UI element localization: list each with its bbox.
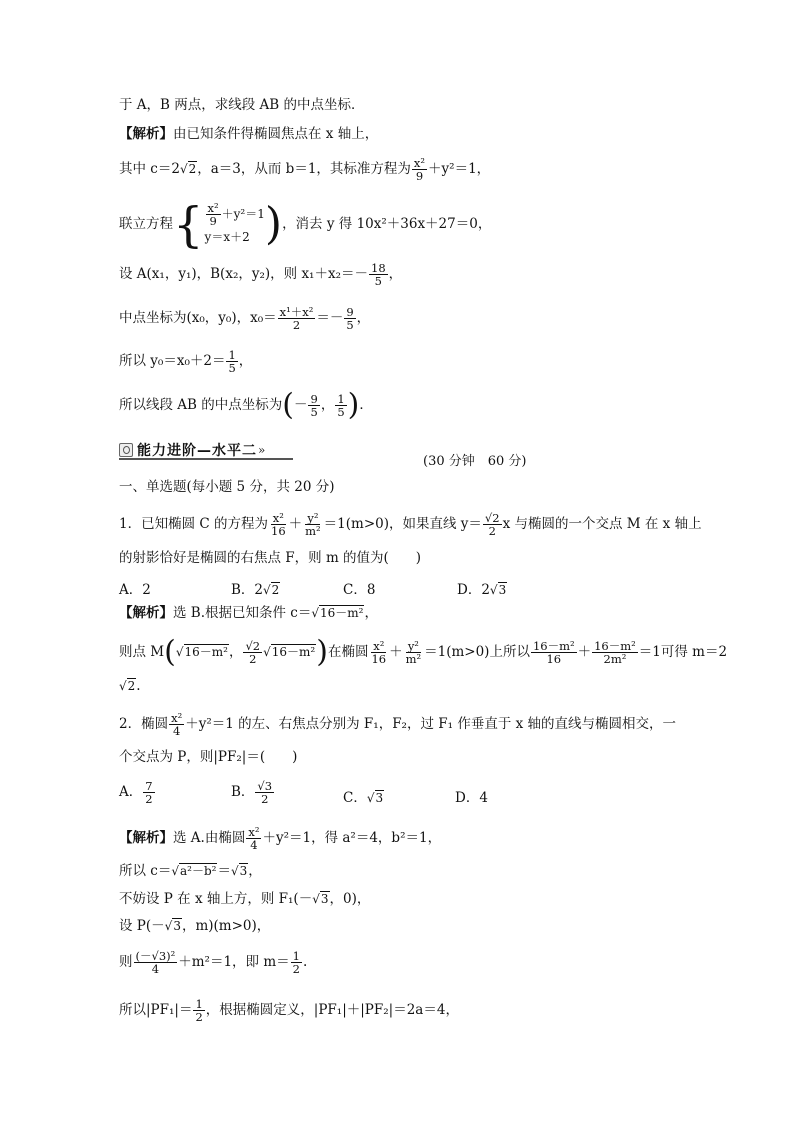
text-line: 【解析】由已知条件得椭圆焦点在 x 轴上， <box>119 126 379 142</box>
option-c[interactable]: C．√3 <box>343 790 384 806</box>
text-line: 联立方程{ $\frac{\text{x²}}{9}$ ＋y²＝1 y＝x＋2 )，消去 y 得 10x²＋36x＋27＝0， <box>119 196 492 253</box>
text-line: 中点坐标为(x₀，y₀)，x₀＝ $\frac{\text{x¹＋x²}}{2}$ ＝－ $\frac{9}{5}$ ， <box>119 305 371 332</box>
solution-1: 【解析】选 B.根据已知条件 c＝√16－m²， <box>119 605 378 621</box>
option-b[interactable]: B． $\frac{√3}{2}$ <box>231 779 273 806</box>
question-2: 2．椭圆 $\frac{\text{x²}}{4}$ ＋y²＝1 的左、右焦点分别为 F₁，F₂，过 F₁ 作垂直于 x 轴的直线与椭圆相交，一 <box>119 711 677 738</box>
bulb-icon <box>119 443 133 457</box>
text-line: 所以 y₀＝x₀＋2＝ $\frac{1}{5}$ ， <box>119 348 253 375</box>
solution-2-line3: 不妨设 P 在 x 轴上方，则 F₁(－√3，0)， <box>119 891 371 907</box>
text-line: 其中 c＝2√2，a＝3，从而 b＝1，其标准方程为 $\frac{\text{x²}}{9}$ ＋y²＝1， <box>119 156 491 183</box>
part-heading: 一、单选题(每小题 5 分，共 20 分) <box>119 479 335 495</box>
option-d[interactable]: D．4 <box>455 790 488 806</box>
double-arrow-icon: » <box>258 443 266 457</box>
question-1: 1．已知椭圆 C 的方程为 $\frac{\text{x²}}{16}$ ＋ $\frac{\text{y²}}{\text{m²}}$ ＝1(m>0)，如果直线 y＝ $\frac{√2}{2}$ x 与椭圆的一个交点 M 在 x 轴上 <box>119 511 702 538</box>
question-1-line2: 的射影恰好是椭圆的右焦点 F，则 m 的值为( ) <box>119 550 422 566</box>
text-line: 所以线段 AB 的中点坐标为(－ $\frac{9}{5}$ ， $\frac{1}{5}$ )． <box>119 387 373 423</box>
question-2-line2: 个交点为 P，则|PF₂|＝( ) <box>119 749 298 765</box>
analysis-tag: 【解析】 <box>119 126 173 142</box>
option-a[interactable]: A．2 <box>119 582 151 598</box>
option-a[interactable]: A． $\frac{7}{2}$ <box>119 779 153 806</box>
text-line: 于 A，B 两点，求线段 AB 的中点坐标． <box>119 97 365 113</box>
section-underline <box>119 458 293 460</box>
option-d[interactable]: D．2√3 <box>457 582 507 598</box>
section-header <box>119 440 265 460</box>
solution-2-line2: 所以 c＝√a²－b²＝√3， <box>119 863 262 879</box>
solution-1-line2: 则点 M(√16－m²， $\frac{√2}{2}$ √16－m²)在椭圆 $\frac{\text{x²}}{16}$ ＋ $\frac{\text{y²}}{\text{m²}}$ ＝1(m>0)上所以 $\frac{\text{16－m²}}{16}$ ＋ $\frac{\text{16－m²}}{\text{2m²}}$ ＝1可得 m＝2 <box>119 634 728 670</box>
option-b[interactable]: B．2√2 <box>231 582 280 598</box>
solution-2-line5: 则 $\frac{\text{(－√3)²}}{4}$ ＋m²＝1，即 m＝ $\frac{1}{2}$ . <box>119 949 308 976</box>
section-title: 能力进阶—水平二 <box>137 443 257 459</box>
solution-1-line3: √2. <box>119 678 141 694</box>
solution-2: 【解析】选 A.由椭圆 $\frac{\text{x²}}{4}$ ＋y²＝1，得 a²＝4，b²＝1， <box>119 825 442 852</box>
solution-2-line4: 设 P(－√3，m)(m>0)， <box>119 918 271 934</box>
text-line: 设 A(x₁，y₁)，B(x₂，y₂)，则 x₁＋x₂＝－ $\frac{18}{5}$ ， <box>119 261 403 288</box>
solution-2-line6: 所以|PF₁|＝ $\frac{1}{2}$ ，根据椭圆定义，|PF₁|＋|PF₂|＝2a＝4， <box>119 997 459 1024</box>
option-c[interactable]: C．8 <box>343 582 376 598</box>
time-score: (30 分钟 60 分) <box>423 454 527 469</box>
